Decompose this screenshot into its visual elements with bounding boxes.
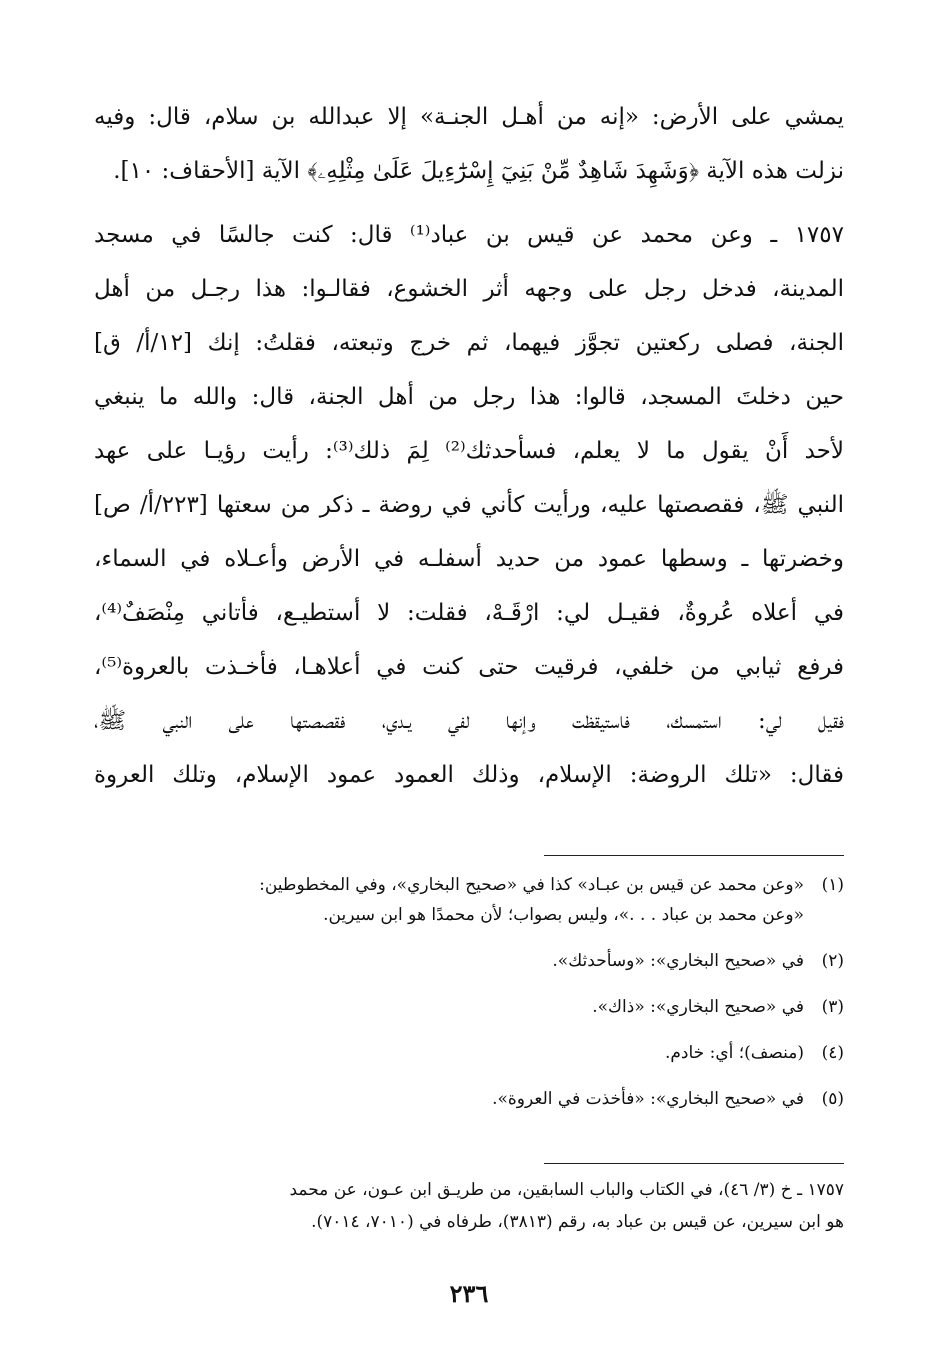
footnote-item	[94, 870, 844, 930]
text-line: لأحد أَنْ يقول ما لا يعلم، فسأحدثك⁽²⁾ لِمَ ذلك⁽³⁾: رأيت رؤيـا على عهد	[94, 438, 844, 464]
footnote-item	[94, 1084, 844, 1114]
footnote-text	[94, 992, 804, 1022]
page-number: ٢٣٦	[449, 1279, 489, 1308]
footnote-item	[94, 1038, 844, 1068]
footnote-number: (٣)	[821, 997, 844, 1017]
footnote-item	[94, 992, 844, 1022]
text-line: حين دخلتَ المسجد، قالوا: هذا رجل من أهل الجنة، قال: والله ما ينبغي	[94, 384, 844, 410]
footnote-line: في «صحيح البخاري»: «وسأحدثك».	[552, 951, 804, 971]
footnote-line: في «صحيح البخاري»: «ذاك».	[592, 997, 804, 1017]
text-line: وخضرتها ـ وسطها عمود من حديد أسفلـه في الأرض وأعـلاه في السماء،	[94, 546, 844, 572]
text-line: في أعلاه عُروةٌ، فقيـل لي: ارْقَـهْ، فقلت: لا أستطيـع، فأتاني مِنْصَفٌ⁽⁴⁾،	[94, 600, 844, 626]
footnote-line: «وعن محمد عن قيس بن عبـاد» كذا في «صحيح البخاري»، وفي المخطوطين:	[259, 875, 804, 895]
text-line: المدينة، فدخل رجل على وجهه أثر الخشوع، فقالـوا: هذا رجـل من أهل	[94, 276, 844, 302]
footnote-text	[94, 1084, 804, 1114]
book-page	[94, 90, 844, 1330]
text-line: الجنة، فصلى ركعتين تجوَّز فيهما، ثم خرج وتبعته، فقلتُ: إنك [١٢/أ/ ق]	[94, 330, 844, 356]
footnote-item	[94, 946, 844, 976]
text-line: نزلت هذه الآية ﴿وَشَهِدَ شَاهِدٌ مِّنْ بَنِيٓ إِسْرَٰٓءِيلَ عَلَىٰ مِثْلِهِۦ﴾ الآية [الأحقاف: ١٠].	[113, 158, 844, 184]
footnote-line: (منصف)؛ أي: خادم.	[665, 1043, 804, 1063]
text-line: يمشي على الأرض: «إنه من أهـل الجنـة» إلا عبدالله بن سلام، قال: وفيه	[94, 104, 844, 130]
text-line: فقال: «تلك الروضة: الإسلام، وذلك العمود عمود الإسلام، وتلك العروة	[94, 762, 844, 788]
footnote-number: (١)	[821, 875, 844, 895]
footnote-text	[94, 870, 804, 930]
footnote-text	[94, 946, 804, 976]
footnote-number: (٥)	[821, 1089, 844, 1109]
text-line: فقيل لي: استمسك، فاستيقظت وإنها لفي يـدي، فقصصتها على النبي ﷺ،	[94, 708, 844, 734]
footnote-divider	[544, 855, 844, 856]
footnote-line: في «صحيح البخاري»: «فأخذت في العروة».	[492, 1089, 804, 1109]
main-text	[94, 90, 844, 802]
hadith-1757-start: ١٧٥٧ ـ وعن محمد عن قيس بن عباد⁽¹⁾ قال: كنت جالسًا في مسجد	[94, 222, 844, 248]
footnote-text	[94, 1038, 804, 1068]
source-line: ١٧٥٧ ـ خ (٣/ ٤٦)، في الكتاب والباب السابقين، من طريـق ابن عـون، عن محمد	[289, 1180, 844, 1200]
footnotes	[94, 870, 844, 1130]
source-note	[94, 1174, 844, 1238]
source-line: هو ابن سيرين، عن قيس بن عباد به، رقم (٣٨١٣)، طرفاه في (٧٠١٠، ٧٠١٤).	[311, 1212, 844, 1232]
text-line: فرفع ثيابي من خلفي، فرقيت حتى كنت في أعلاهـا، فأخـذت بالعروة⁽⁵⁾،	[94, 654, 844, 680]
footnote-line: «وعن محمد بن عباد . . .»، وليس بصواب؛ لأن محمدًا هو ابن سيرين.	[323, 905, 804, 925]
source-divider	[544, 1163, 844, 1164]
footnote-number: (٤)	[821, 1043, 844, 1063]
footnote-number: (٢)	[821, 951, 844, 971]
text-line: النبي ﷺ، فقصصتها عليه، ورأيت كأني في روضة ـ ذكر من سعتها [٢٢٣/أ/ ص]	[94, 492, 844, 518]
